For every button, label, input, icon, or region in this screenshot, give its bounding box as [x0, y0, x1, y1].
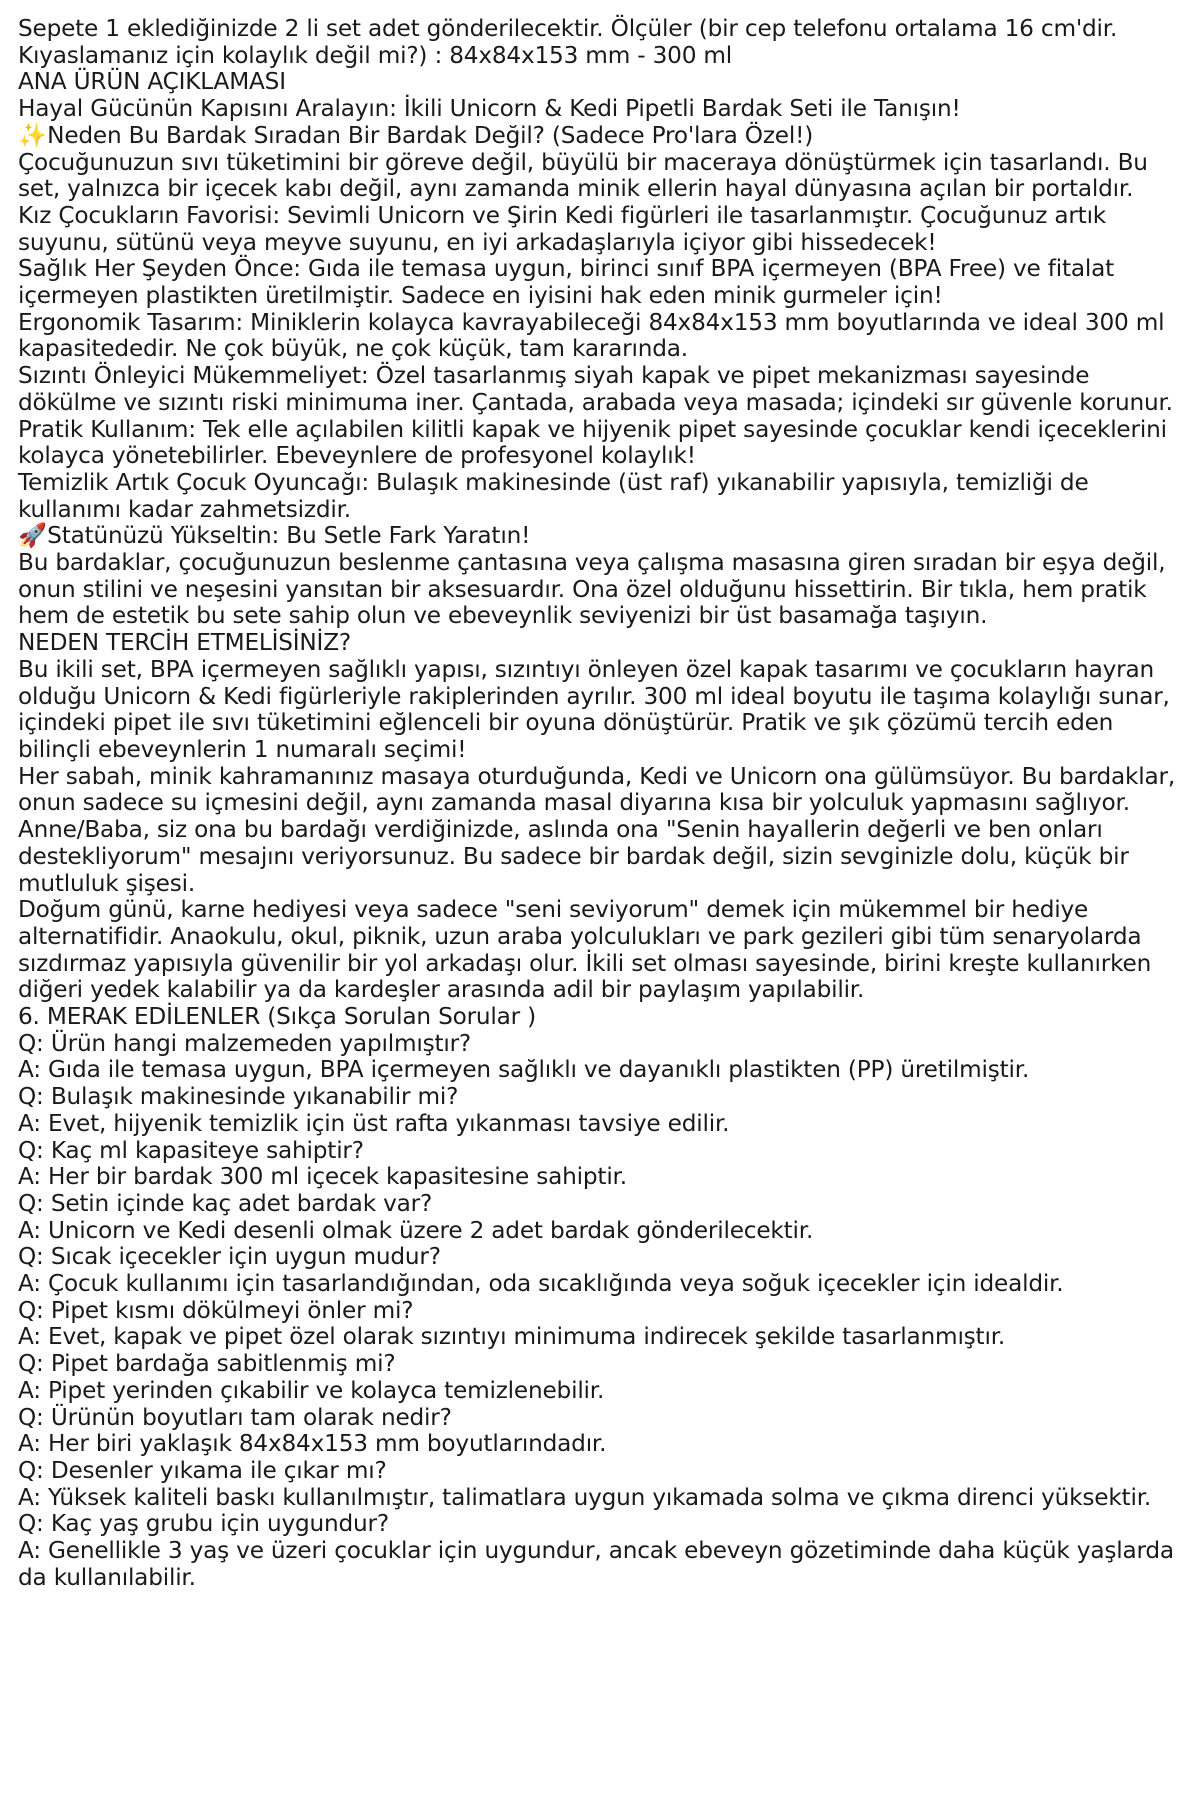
faq-answer: A: Her bir bardak 300 ml içecek kapasitesine sahiptir.	[18, 1163, 627, 1191]
feature-cleaning: Temizlik Artık Çocuk Oyuncağı: Bulaşık makinesinde (üst raf) yıkanabilir yapısıyla, temizliği de kullanımı kadar zahmetsizdir.	[18, 468, 1089, 523]
section-heading-main-description: ANA ÜRÜN AÇIKLAMASI	[18, 68, 286, 96]
subheading-status	[18, 523, 1188, 550]
paragraph: Doğum günü, karne hediyesi veya sadece "seni seviyorum" demek için mükemmel bir hediye alternatifidir. Anaokulu, okul, piknik, uzun araba yolculukları ve park gezileri gibi tüm senaryolarda sızdırmaz yapısıyla güvenilir bir yol arkadaşı olur. İkili set olması sayesinde, birini kreşte kullanırken diğeri yedek kalabilir ya da kardeşler arasında adil bir paylaşım yapılabilir.	[18, 896, 1152, 1004]
intro-paragraph: Sepete 1 eklediğinizde 2 li set adet gönderilecektir. Ölçüler (bir cep telefonu ortalama 16 cm'dir. Kıyaslamanız için kolaylık değil mi?) : 84x84x153 mm - 300 ml	[18, 15, 1118, 69]
faq-answer: A: Unicorn ve Kedi desenli olmak üzere 2 adet bardak gönderilecektir.	[18, 1216, 814, 1244]
section-heading-why-choose: NEDEN TERCİH ETMELİSİNİZ?	[18, 629, 351, 657]
subheading-why-special	[18, 123, 1188, 150]
feature-ergonomic: Ergonomik Tasarım: Miniklerin kolayca kavrayabileceği 84x84x153 mm boyutlarında ve ideal 300 ml kapasitededir. Ne çok büyük, ne çok küçük, tam kararında.	[18, 308, 1165, 363]
feature-health: Sağlık Her Şeyden Önce: Gıda ile temasa uygun, birinci sınıf BPA içermeyen (BPA Free) ve fitalat içermeyen plastikten üretilmiştir. Sadece en iyisini hak eden minik gurmeler için!	[18, 255, 1114, 310]
paragraph: Her sabah, minik kahramanınız masaya oturduğunda, Kedi ve Unicorn ona gülümsüyor. Bu bardaklar, onun sadece su içmesini değil, aynı zamanda masal diyarına kısa bir yolculuk yapmasını sağlıyor. Anne/Baba, siz ona bu bardağı verdiğinizde, aslında ona "Senin hayallerin değerli ve ben onları destekliyorum" mesajını veriyorsunuz. Bu sadece bir bardak değil, sizin sevginizle dolu, küçük bir mutluluk şişesi.	[18, 762, 1176, 897]
faq-question: Q: Ürünün boyutları tam olarak nedir?	[18, 1403, 452, 1431]
paragraph: Çocuğunuzun sıvı tüketimini bir göreve değil, büyülü bir maceraya dönüştürmek için tasarlandı. Bu set, yalnızca bir içecek kabı değil, aynı zamanda minik ellerin hayal dünyasına açılan bir portaldır.	[18, 148, 1148, 203]
faq-question: Q: Pipet kısmı dökülmeyi önler mi?	[18, 1296, 414, 1324]
faq-question: Q: Sıcak içecekler için uygun mudur?	[18, 1243, 441, 1271]
product-description	[18, 16, 1188, 1591]
faq-question: Q: Bulaşık makinesinde yıkanabilir mi?	[18, 1083, 459, 1111]
faq-question: Q: Kaç yaş grubu için uygundur?	[18, 1510, 389, 1538]
paragraph: Bu ikili set, BPA içermeyen sağlıklı yapısı, sızıntıyı önleyen özel kapak tasarımı ve çocukların hayran olduğu Unicorn & Kedi figürleriyle rakiplerinden ayrılır. 300 ml ideal boyutu ile taşıma kolaylığı sunar, içindeki pipet ile sıvı tüketimini eğlenceli bir oyuna dönüştürür. Pratik ve şık çözümü tercih eden bilinçli ebeveynlerin 1 numaralı seçimi!	[18, 655, 1170, 763]
faq-answer: A: Yüksek kaliteli baskı kullanılmıştır, talimatlara uygun yıkamada solma ve çıkma direnci yüksektir.	[18, 1483, 1152, 1511]
faq-answer: A: Pipet yerinden çıkabilir ve kolayca temizlenebilir.	[18, 1376, 605, 1404]
faq-question: Q: Ürün hangi malzemeden yapılmıştır?	[18, 1029, 472, 1057]
faq-answer: A: Çocuk kullanımı için tasarlandığından, oda sıcaklığında veya soğuk içecekler için idealdir.	[18, 1270, 1064, 1298]
headline: Hayal Gücünün Kapısını Aralayın: İkili Unicorn & Kedi Pipetli Bardak Seti ile Tanışın!	[18, 95, 961, 123]
faq-answer: A: Gıda ile temasa uygun, BPA içermeyen sağlıklı ve dayanıklı plastikten (PP) üretilmiştir.	[18, 1056, 1030, 1084]
sparkles-icon: ✨	[18, 121, 47, 149]
faq-question: Q: Kaç ml kapasiteye sahiptir?	[18, 1136, 364, 1164]
faq-question: Q: Pipet bardağa sabitlenmiş mi?	[18, 1350, 396, 1378]
feature-leak-proof: Sızıntı Önleyici Mükemmeliyet: Özel tasarlanmış siyah kapak ve pipet mekanizması sayesinde dökülme ve sızıntı riski minimuma iner. Çantada, arabada veya masada; içindeki sır güvenle korunur.	[18, 362, 1173, 416]
feature-practical-use: Pratik Kullanım: Tek elle açılabilen kilitli kapak ve hijyenik pipet sayesinde çocuklar kendi içeceklerini kolayca yönetebilirler. Ebeveynlere de profesyonel kolaylık!	[18, 415, 1167, 470]
faq-question: Q: Setin içinde kaç adet bardak var?	[18, 1189, 433, 1217]
paragraph: Bu bardaklar, çocuğunuzun beslenme çantasına veya çalışma masasına giren sıradan bir eşya değil, onun stilini ve neşesini yansıtan bir aksesuardır. Ona özel olduğunu hissettirin. Bir tıkla, hem pratik hem de estetik bu sete sahip olun ve ebeveynlik seviyenizi bir üst basamağa taşıyın.	[18, 549, 1166, 630]
faq-answer: A: Genellikle 3 yaş ve üzeri çocuklar için uygundur, ancak ebeveyn gözetiminde daha küçük yaşlarda da kullanılabilir.	[18, 1537, 1174, 1591]
faq-question: Q: Desenler yıkama ile çıkar mı?	[18, 1456, 387, 1484]
subheading-why-special-text: Neden Bu Bardak Sıradan Bir Bardak Değil? (Sadece Pro'lara Özel!)	[47, 121, 814, 149]
faq-answer: A: Her biri yaklaşık 84x84x153 mm boyutlarındadır.	[18, 1430, 607, 1458]
faq-answer: A: Evet, kapak ve pipet özel olarak sızıntıyı minimuma indirecek şekilde tasarlanmıştır.	[18, 1323, 1006, 1351]
subheading-status-text: Statünüzü Yükseltin: Bu Setle Fark Yaratın!	[47, 522, 531, 550]
rocket-icon: 🚀	[18, 522, 47, 550]
section-heading-faq: 6. MERAK EDİLENLER (Sıkça Sorulan Sorular )	[18, 1003, 537, 1031]
faq-answer: A: Evet, hijyenik temizlik için üst rafta yıkanması tavsiye edilir.	[18, 1109, 730, 1137]
feature-girls-favorite: Kız Çocukların Favorisi: Sevimli Unicorn ve Şirin Kedi figürleri ile tasarlanmıştır. Çocuğunuz artık suyunu, sütünü veya meyve suyunu, en iyi arkadaşlarıyla içiyor gibi hissedecek!	[18, 201, 1107, 256]
